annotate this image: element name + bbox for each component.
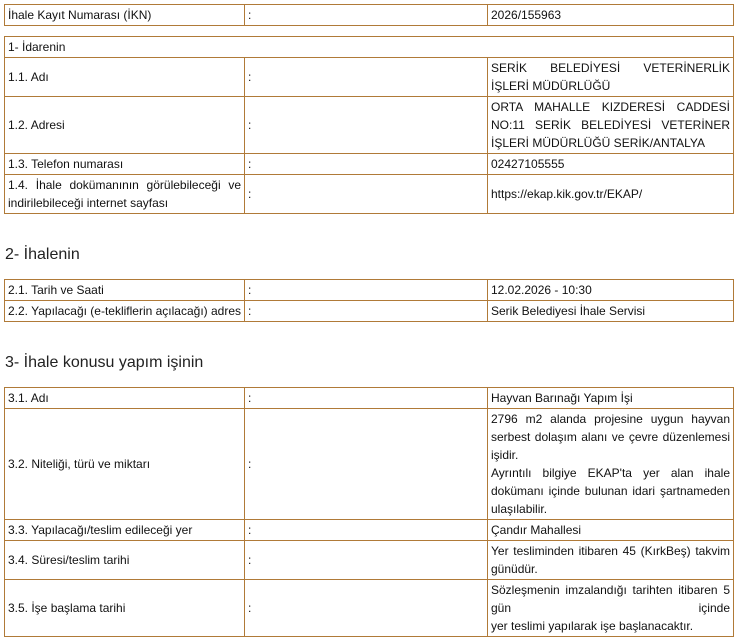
row-separator: :: [245, 301, 488, 322]
row-value-cell: [488, 409, 734, 520]
table-row: [5, 280, 734, 301]
ihale-heading: 2- İhalenin: [5, 246, 80, 263]
table-row: [5, 175, 734, 214]
row-value-note: yer teslimi yapılarak işe başlanacaktır.: [491, 619, 694, 633]
table-row: [5, 97, 734, 154]
row-label: 1.1. Adı: [5, 58, 245, 97]
row-value: Çandır Mahallesi: [488, 520, 734, 541]
row-separator: :: [245, 388, 488, 409]
row-value: 02427105555: [488, 154, 734, 175]
row-separator: :: [245, 580, 488, 637]
row-separator: :: [245, 520, 488, 541]
table-row: [5, 388, 734, 409]
ikn-table: [4, 4, 734, 26]
row-value: 12.02.2026 - 10:30: [488, 280, 734, 301]
row-separator: :: [245, 409, 488, 520]
row-separator: :: [245, 541, 488, 580]
row-value: Sözleşmenin imzalandığı tarihten itibaren 5 gün içinde: [491, 583, 730, 615]
table-row: [5, 520, 734, 541]
row-value: 2796 m2 alanda projesine uygun hayvan serbest dolaşım alanı ve çevre düzenlemesi işidir.: [491, 412, 730, 462]
table-row: [5, 58, 734, 97]
row-separator: :: [245, 280, 488, 301]
idare-heading-row: [5, 37, 734, 58]
row-label: 3.3. Yapılacağı/teslim edileceği yer: [5, 520, 245, 541]
row-label: 3.2. Niteliği, türü ve miktarı: [5, 409, 245, 520]
row-value-note: Ayrıntılı bilgiye EKAP'ta yer alan ihale dokümanı içinde bulunan idari şartnameden ulaşılabilir.: [491, 466, 730, 516]
row-separator: :: [245, 97, 488, 154]
ihale-table: [4, 279, 734, 322]
ikn-value: 2026/155963: [488, 5, 734, 26]
table-row: [5, 541, 734, 580]
row-value: ORTA MAHALLE KIZDERESİ CADDESİ NO:11 SERİK BELEDİYESİ VETERİNER İŞLERİ MÜDÜRLÜĞÜ SERİK/ANTALYA: [488, 97, 734, 154]
row-separator: :: [245, 154, 488, 175]
row-label: 3.4. Süresi/teslim tarihi: [5, 541, 245, 580]
row-label: 1.2. Adresi: [5, 97, 245, 154]
row-value-cell: [488, 580, 734, 637]
ikn-row: [5, 5, 734, 26]
row-value: Serik Belediyesi İhale Servisi: [488, 301, 734, 322]
row-value: Hayvan Barınağı Yapım İşi: [488, 388, 734, 409]
idare-table: [4, 36, 734, 214]
row-label: 2.2. Yapılacağı (e-tekliflerin açılacağı) adres: [5, 301, 245, 322]
row-label: 1.3. Telefon numarası: [5, 154, 245, 175]
table-row: [5, 154, 734, 175]
row-label: 2.1. Tarih ve Saati: [5, 280, 245, 301]
row-separator: :: [245, 58, 488, 97]
row-value: https://ekap.kik.gov.tr/EKAP/: [488, 175, 734, 214]
row-label: 3.5. İşe başlama tarihi: [5, 580, 245, 637]
row-label: 3.1. Adı: [5, 388, 245, 409]
konu-heading: 3- İhale konusu yapım işinin: [5, 354, 204, 371]
row-value: Yer tesliminden itibaren 45 (KırkBeş) takvim günüdür.: [488, 541, 734, 580]
ikn-label: İhale Kayıt Numarası (İKN): [5, 5, 245, 26]
row-separator: :: [245, 175, 488, 214]
table-row: [5, 301, 734, 322]
table-row: [5, 409, 734, 520]
ikn-separator: :: [245, 5, 488, 26]
konu-table: [4, 387, 734, 637]
row-value: SERİK BELEDİYESİ VETERİNERLİK İŞLERİ MÜDÜRLÜĞÜ: [488, 58, 734, 97]
idare-heading: 1- İdarenin: [5, 37, 734, 58]
table-row: [5, 580, 734, 637]
row-label: 1.4. İhale dokümanının görülebileceği ve indirilebileceği internet sayfası: [5, 175, 245, 214]
